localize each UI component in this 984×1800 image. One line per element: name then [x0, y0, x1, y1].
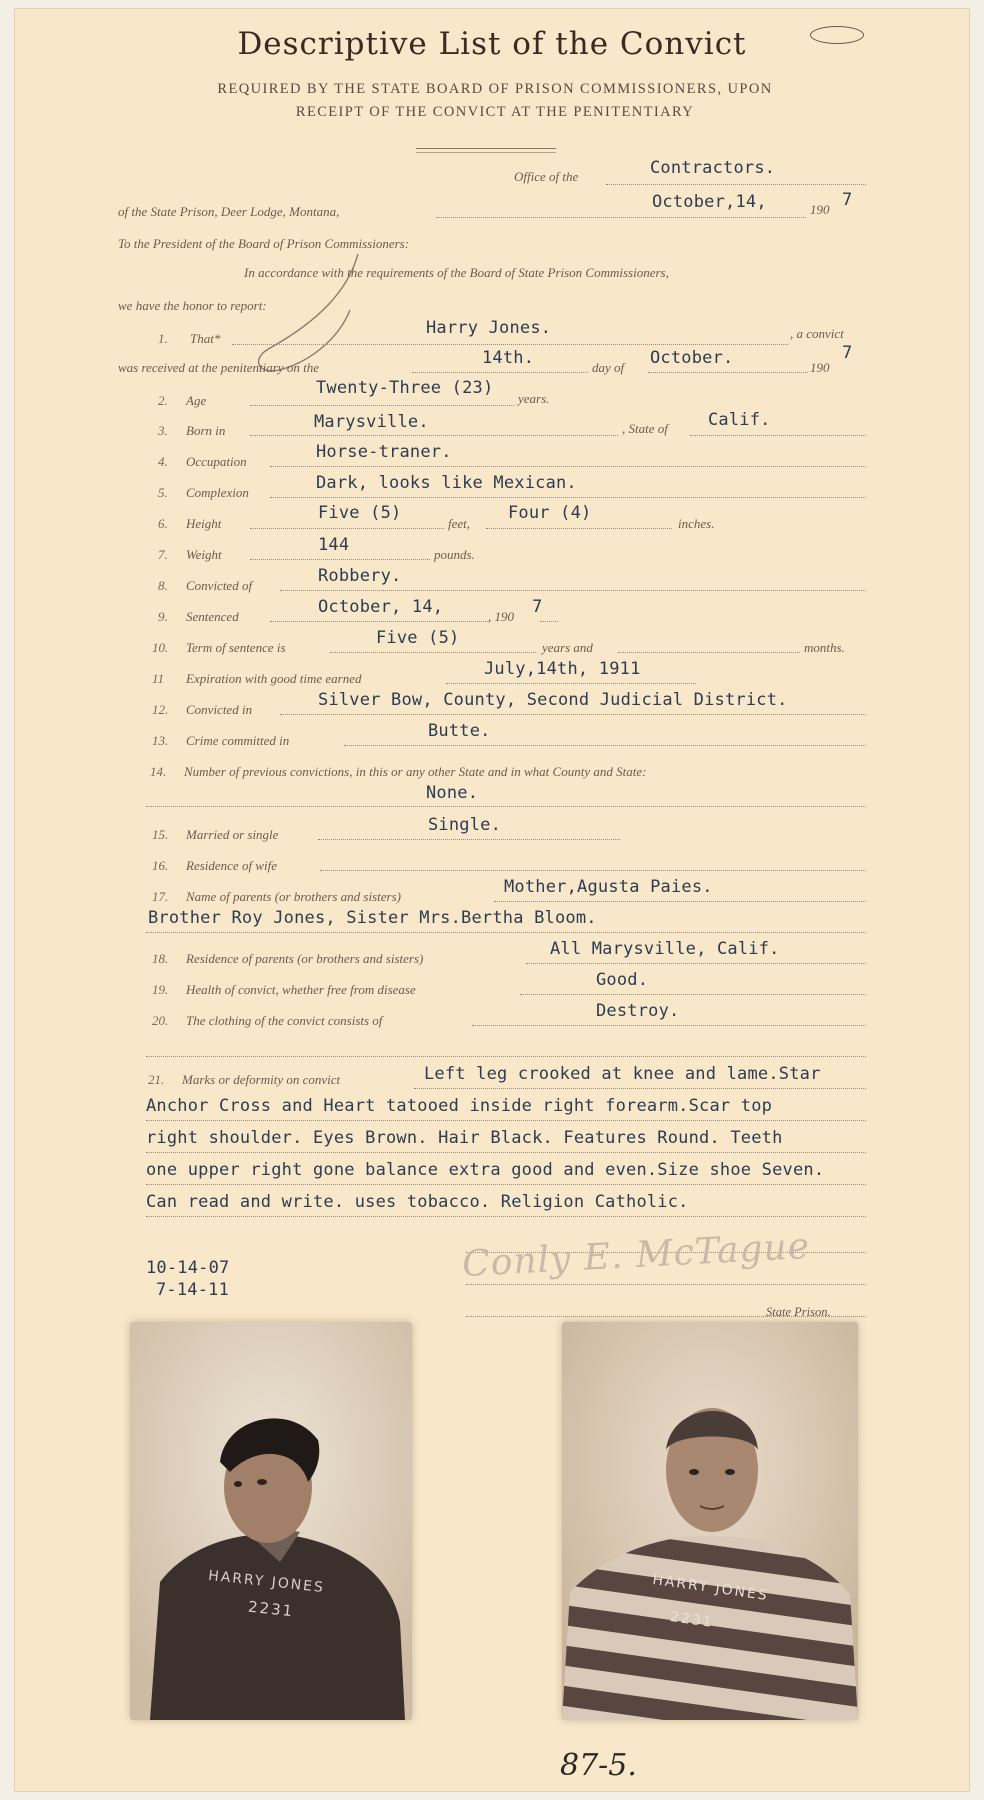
field-7-line [250, 559, 430, 560]
field-20-value: Destroy. [596, 1001, 680, 1021]
field-17-line [494, 901, 866, 902]
field-6-inches-value: Four (4) [508, 503, 592, 523]
field-20-label: The clothing of the convict consists of [186, 1013, 383, 1028]
field-3-state-value: Calif. [708, 410, 771, 430]
received-label: was received at the penitentiary on the [118, 360, 319, 375]
field-11-number: 11 [152, 671, 165, 686]
field-13-value: Butte. [428, 721, 491, 741]
handwritten-file-number: 87-5. [560, 1748, 637, 1783]
field-10-label: Term of sentence is [186, 640, 286, 655]
field-12-number: 12. [152, 702, 169, 717]
field-3-label: Born in [186, 423, 226, 438]
field-7-value: 144 [318, 535, 350, 555]
signature-title: State Prison. [766, 1305, 831, 1319]
field-16-label: Residence of wife [186, 858, 277, 873]
field-2-number: 2. [158, 393, 168, 408]
field-9-number: 9. [158, 609, 168, 624]
field-6-feet-value: Five (5) [318, 503, 402, 523]
field-6-number: 6. [158, 516, 168, 531]
field-13-label: Crime committed in [186, 733, 290, 748]
marks-text-2: Anchor Cross and Heart tatooed inside right forearm.Scar top [146, 1096, 773, 1116]
signature-line-2 [466, 1284, 866, 1285]
field-2-suffix: years. [518, 391, 550, 406]
marks-text-5: Can read and write. uses tobacco. Religion Catholic. [146, 1192, 689, 1212]
ornament-rule [416, 148, 556, 153]
field-21-label: Marks or deformity on convict [182, 1072, 341, 1087]
field-6-label: Height [186, 516, 222, 531]
field-7-suffix: pounds. [434, 547, 475, 562]
field-10-months-label: months. [804, 640, 845, 655]
field-1-value: Harry Jones. [426, 318, 552, 338]
received-year-suffix: 7 [842, 343, 853, 363]
field-11-label: Expiration with good time earned [186, 671, 362, 686]
field-8-label: Convicted of [186, 578, 253, 593]
field-1-line [232, 344, 788, 345]
field-19-value: Good. [596, 970, 649, 990]
profile-portrait-icon [130, 1322, 412, 1720]
profile-jacket-name: HARRY JONES [207, 1567, 326, 1597]
field-6-feet-line [250, 528, 444, 529]
field-14-label: Number of previous convictions, in this or any other State and in what County and State: [184, 764, 647, 779]
received-day-of: day of [592, 360, 625, 375]
expiration-date: 7-14-11 [156, 1280, 230, 1300]
field-5-label: Complexion [186, 485, 249, 500]
field-5-value: Dark, looks like Mexican. [316, 473, 577, 493]
field-9-year-line [540, 621, 558, 622]
field-1-label: That* [190, 331, 221, 346]
field-19-number: 19. [152, 982, 169, 997]
field-3-number: 3. [158, 423, 168, 438]
field-4-value: Horse-traner. [316, 442, 452, 462]
marks-line-2 [146, 1120, 866, 1121]
field-18-value: All Marysville, Calif. [550, 939, 780, 959]
marks-line-3 [146, 1152, 866, 1153]
honor-text: we have the honor to report: [118, 298, 267, 313]
field-18-label: Residence of parents (or brothers and sisters) [186, 951, 424, 966]
field-10-years-label: years and [542, 640, 593, 655]
field-9-label: Sentenced [186, 609, 239, 624]
field-2-line [250, 405, 514, 406]
field-19-line [520, 994, 866, 995]
field-12-line [280, 714, 866, 715]
field-8-value: Robbery. [318, 566, 402, 586]
field-11-value: July,14th, 1911 [484, 659, 641, 679]
field-3-state-label: , State of [622, 421, 668, 436]
blank-line [146, 1056, 866, 1057]
field-4-number: 4. [158, 454, 168, 469]
profile-photograph [130, 1322, 412, 1720]
document-subtitle [110, 78, 880, 124]
marks-text-4: one upper right gone balance extra good and even.Size shoe Seven. [146, 1160, 825, 1180]
field-14-number: 14. [150, 764, 167, 779]
date-value: October,14, [652, 192, 767, 212]
field-6-feet-label: feet, [448, 516, 471, 531]
received-date: 10-14-07 [146, 1258, 230, 1278]
field-10-number: 10. [152, 640, 169, 655]
field-18-line [526, 963, 866, 964]
document-title: Descriptive List of the Convict [237, 26, 747, 62]
front-jacket-number: 2231 [669, 1609, 715, 1631]
marks-text-1: Left leg crooked at knee and lame.Star [424, 1064, 821, 1084]
received-day: 14th. [482, 348, 535, 368]
field-10-months-line [618, 652, 800, 653]
marks-line-5 [146, 1216, 866, 1217]
field-2-value: Twenty-Three (23) [316, 378, 494, 398]
field-14-value: None. [426, 783, 479, 803]
field-8-number: 8. [158, 578, 168, 593]
field-16-line [320, 870, 866, 871]
received-month: October. [650, 348, 734, 368]
field-9-year-prefix: , 190 [488, 609, 514, 624]
office-line [606, 184, 866, 185]
field-17-line-2 [146, 932, 866, 933]
field-6-inches-line [486, 528, 672, 529]
field-17-label: Name of parents (or brothers and sisters) [186, 889, 401, 904]
field-1-suffix: , a convict [790, 326, 844, 341]
field-13-number: 13. [152, 733, 169, 748]
received-month-line [648, 372, 808, 373]
received-year-prefix: 190 [810, 360, 830, 375]
subtitle-line-1: REQUIRED BY THE STATE BOARD OF PRISON COMMISSIONERS, UPON [217, 81, 773, 97]
field-15-line [318, 839, 620, 840]
field-2-label: Age [186, 393, 207, 408]
field-20-number: 20. [152, 1013, 169, 1028]
field-12-value: Silver Bow, County, Second Judicial District. [318, 690, 788, 710]
front-jacket-name: HARRY JONES [651, 1571, 770, 1605]
marks-text-3: right shoulder. Eyes Brown. Hair Black. Features Round. Teeth [146, 1128, 783, 1148]
field-3-value: Marysville. [314, 412, 429, 432]
front-portrait-icon [562, 1322, 858, 1720]
office-value: Contractors. [650, 158, 776, 178]
field-14-line [146, 806, 866, 807]
field-17-value: Mother,Agusta Paies. [504, 877, 713, 897]
field-5-line [270, 497, 866, 498]
accordance-text: In accordance with the requirements of the Board of State Prison Commissioners, [244, 265, 669, 280]
field-3-state-line [690, 435, 866, 436]
field-7-label: Weight [186, 547, 222, 562]
field-5-number: 5. [158, 485, 168, 500]
field-16-number: 16. [152, 858, 169, 873]
addressee-text: To the President of the Board of Prison Commissioners: [118, 236, 410, 251]
field-18-number: 18. [152, 951, 169, 966]
field-21-number: 21. [148, 1072, 165, 1087]
field-17-value-2: Brother Roy Jones, Sister Mrs.Bertha Bloom. [148, 908, 597, 928]
subtitle-line-2: RECEIPT OF THE CONVICT AT THE PENITENTIARY [295, 104, 695, 120]
field-6-inches-label: inches. [678, 516, 715, 531]
field-10-value: Five (5) [376, 628, 460, 648]
field-7-number: 7. [158, 547, 168, 562]
marks-line-4 [146, 1184, 866, 1185]
field-4-label: Occupation [186, 454, 247, 469]
field-19-label: Health of convict, whether free from disease [186, 982, 416, 997]
field-17-number: 17. [152, 889, 169, 904]
year-prefix: 190 [810, 202, 830, 217]
field-13-line [344, 745, 866, 746]
field-15-number: 15. [152, 827, 169, 842]
year-suffix: 7 [842, 190, 853, 210]
date-line [436, 217, 806, 218]
field-11-line [446, 683, 696, 684]
field-4-line [270, 466, 866, 467]
marks-line-1 [414, 1088, 866, 1089]
field-15-value: Single. [428, 815, 502, 835]
warden-signature: Conly E. McTague [461, 1225, 811, 1286]
field-3-line [250, 435, 618, 436]
place-label: of the State Prison, Deer Lodge, Montana, [118, 204, 340, 219]
field-9-value: October, 14, [318, 597, 444, 617]
field-9-line [270, 621, 490, 622]
profile-jacket-number: 2231 [247, 1597, 296, 1621]
front-photograph [562, 1322, 858, 1720]
field-15-label: Married or single [186, 827, 279, 842]
received-day-line [412, 372, 588, 373]
office-label: Office of the [514, 169, 579, 184]
field-9-year-suffix: 7 [532, 597, 543, 617]
field-10-years-line [330, 652, 536, 653]
field-12-label: Convicted in [186, 702, 253, 717]
field-20-line [472, 1025, 866, 1026]
field-1-number: 1. [158, 331, 168, 346]
field-8-line [280, 590, 866, 591]
